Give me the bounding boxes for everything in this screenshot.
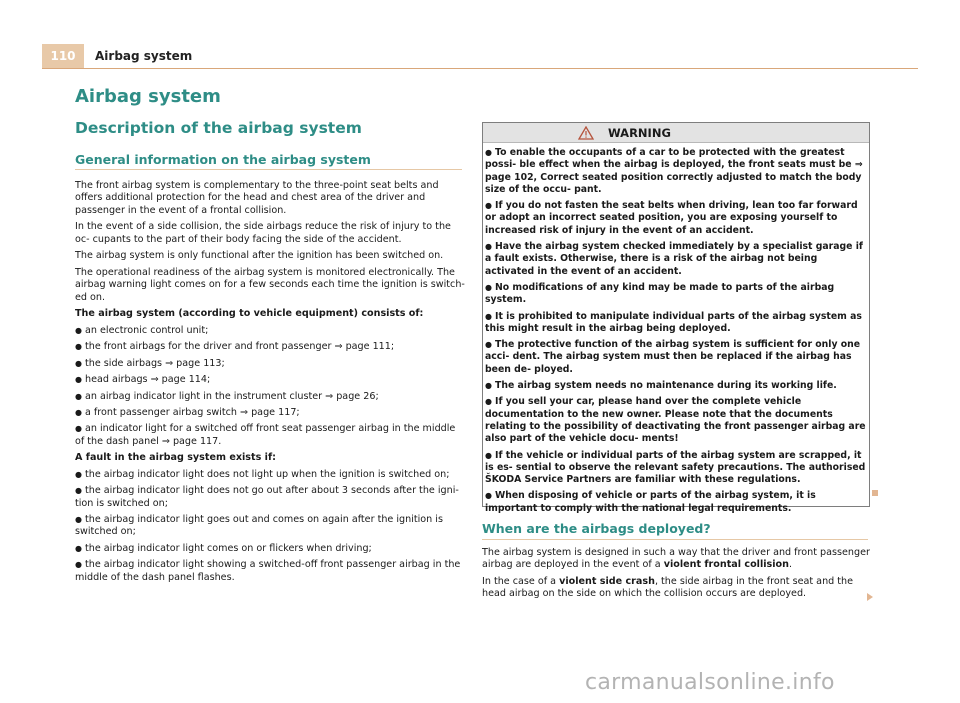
- paragraph: The operational readiness of the airbag system is monitored electronically. The airbag warning light comes on for a few seconds each time the ignition is switch- ed on.: [75, 267, 465, 303]
- warning-header: [483, 123, 869, 143]
- list-item: ● the airbag indicator light showing a switched-off front passenger airbag in the middle of the dash panel flashes.: [75, 559, 461, 583]
- bullet-icon: ●: [75, 342, 82, 352]
- watermark: carmanualsonline.info: [585, 670, 835, 695]
- warning-item: ● It is prohibited to manipulate individual parts of the airbag system as this might result in the airbag being deployed.: [485, 310, 862, 334]
- list-item: ● the airbag indicator light comes on or flickers when driving;: [75, 542, 372, 554]
- deploy-text: [482, 547, 872, 605]
- list-heading: A fault in the airbag system exists if:: [75, 452, 276, 464]
- paragraph: The airbag system is only functional after the ignition has been switched on.: [75, 250, 444, 262]
- warning-item: ● No modifications of any kind may be made to parts of the airbag system.: [485, 281, 835, 306]
- bullet-icon: ●: [485, 282, 492, 292]
- heading-rule: [482, 539, 868, 540]
- continue-arrow-icon: [867, 593, 873, 601]
- general-text: [75, 180, 465, 588]
- subsection-title: General information on the airbag system: [75, 152, 371, 167]
- deploy-heading: When are the airbags deployed?: [482, 521, 711, 536]
- bullet-icon: ●: [485, 311, 492, 321]
- list-item: ● the side airbags ⇒ page 113;: [75, 357, 225, 369]
- list-item: ● the airbag indicator light goes out and comes on again after the ignition is switched on;: [75, 514, 443, 538]
- page-number: 110: [42, 44, 84, 68]
- warning-triangle-icon: [578, 126, 594, 140]
- heading-rule: [75, 169, 462, 170]
- bullet-icon: ●: [75, 391, 82, 401]
- bullet-icon: ●: [485, 491, 492, 501]
- warning-item: ● The airbag system needs no maintenance during its working life.: [485, 380, 837, 392]
- bullet-icon: ●: [485, 450, 492, 460]
- list-item: ● the airbag indicator light does not light up when the ignition is switched on;: [75, 468, 450, 480]
- bullet-icon: ●: [485, 381, 492, 391]
- warning-item: ● If you do not fasten the seat belts when driving, lean too far forward or adopt an incorrect seated position, you are exposing yourself to increased risk of injury in the event of an accident.: [485, 200, 858, 236]
- bullet-icon: ●: [75, 326, 82, 335]
- running-header: Airbag system: [95, 49, 193, 63]
- bullet-icon: ●: [485, 242, 492, 252]
- warning-title: WARNING: [608, 126, 671, 140]
- list-heading: The airbag system (according to vehicle equipment) consists of:: [75, 308, 424, 320]
- bullet-icon: ●: [75, 375, 82, 385]
- bullet-icon: ●: [485, 201, 492, 211]
- paragraph: The front airbag system is complementary to the three-point seat belts and offers additional protection for the head and chest area of the driver and passenger in the event of a frontal collision.: [75, 180, 439, 216]
- bullet-icon: ●: [75, 543, 82, 553]
- warning-item: ● The protective function of the airbag system is sufficient for only one acci- dent. The airbag system must then be replaced if the airbag has been de- ployed.: [485, 339, 861, 375]
- bullet-icon: ●: [75, 424, 82, 434]
- warning-item: ● When disposing of vehicle or parts of the airbag system, it is important to comply with the national legal requirements.: [485, 490, 816, 514]
- list-item: ● a front passenger airbag switch ⇒ page 117;: [75, 407, 300, 419]
- section-title: Description of the airbag system: [75, 119, 362, 137]
- page-title: Airbag system: [75, 86, 221, 107]
- bullet-icon: ●: [485, 397, 492, 407]
- list-item: ● an airbag indicator light in the instrument cluster ⇒ page 26;: [75, 390, 379, 402]
- bullet-icon: ●: [75, 408, 82, 418]
- list-item: ● the airbag indicator light does not go out after about 3 seconds after the igni- tion is switched on;: [75, 485, 459, 509]
- paragraph: In the case of a violent side crash, the side airbag in the front seat and the head airbag on the side on which the collision occurs are deployed.: [482, 576, 854, 600]
- warning-body: [483, 143, 869, 515]
- paragraph: In the event of a side collision, the side airbags reduce the risk of injury to the oc- cupants to the part of their body facing the side of the accident.: [75, 221, 451, 245]
- bullet-icon: ●: [75, 560, 82, 570]
- section-end-marker-icon: [872, 490, 878, 496]
- warning-item: ● If the vehicle or individual parts of the airbag system are scrapped, it is es- sential to observe the relevant safety precautions. The authorised ŠKODA Service Partners are familiar with these regulations.: [485, 449, 866, 486]
- bullet-icon: ●: [75, 486, 82, 496]
- bullet-icon: ●: [75, 515, 82, 525]
- warning-item: ● If you sell your car, please hand over the complete vehicle documentation to the new owner. Please note that the documents relating to the possibility of deactivating the front passenger airbag are also part of the vehicle docu- ments!: [485, 396, 866, 445]
- bullet-icon: ●: [75, 358, 82, 368]
- bullet-icon: ●: [485, 148, 492, 157]
- paragraph: The airbag system is designed in such a way that the driver and front passenger airbag are deployed in the event of a violent frontal collision.: [482, 547, 870, 571]
- bullet-icon: ●: [75, 469, 82, 479]
- warning-item: ● To enable the occupants of a car to be protected with the greatest possi- ble effect when the airbag is deployed, the front seats must be ⇒ page 102, Correct seated position correctly adjusted to match the body size of the occu- pant.: [485, 147, 863, 195]
- list-item: ● head airbags ⇒ page 114;: [75, 374, 211, 386]
- list-item: ● an electronic control unit;: [75, 325, 209, 336]
- list-item: ● the front airbags for the driver and front passenger ⇒ page 111;: [75, 341, 395, 353]
- warning-box: [482, 122, 870, 514]
- list-item: ● an indicator light for a switched off front seat passenger airbag in the middle of the dash panel ⇒ page 117.: [75, 423, 456, 447]
- bullet-icon: ●: [485, 340, 492, 350]
- warning-item: ● Have the airbag system checked immediately by a specialist garage if a fault exists. Otherwise, there is a risk of the airbag not being activated in the event of an accident.: [485, 241, 863, 277]
